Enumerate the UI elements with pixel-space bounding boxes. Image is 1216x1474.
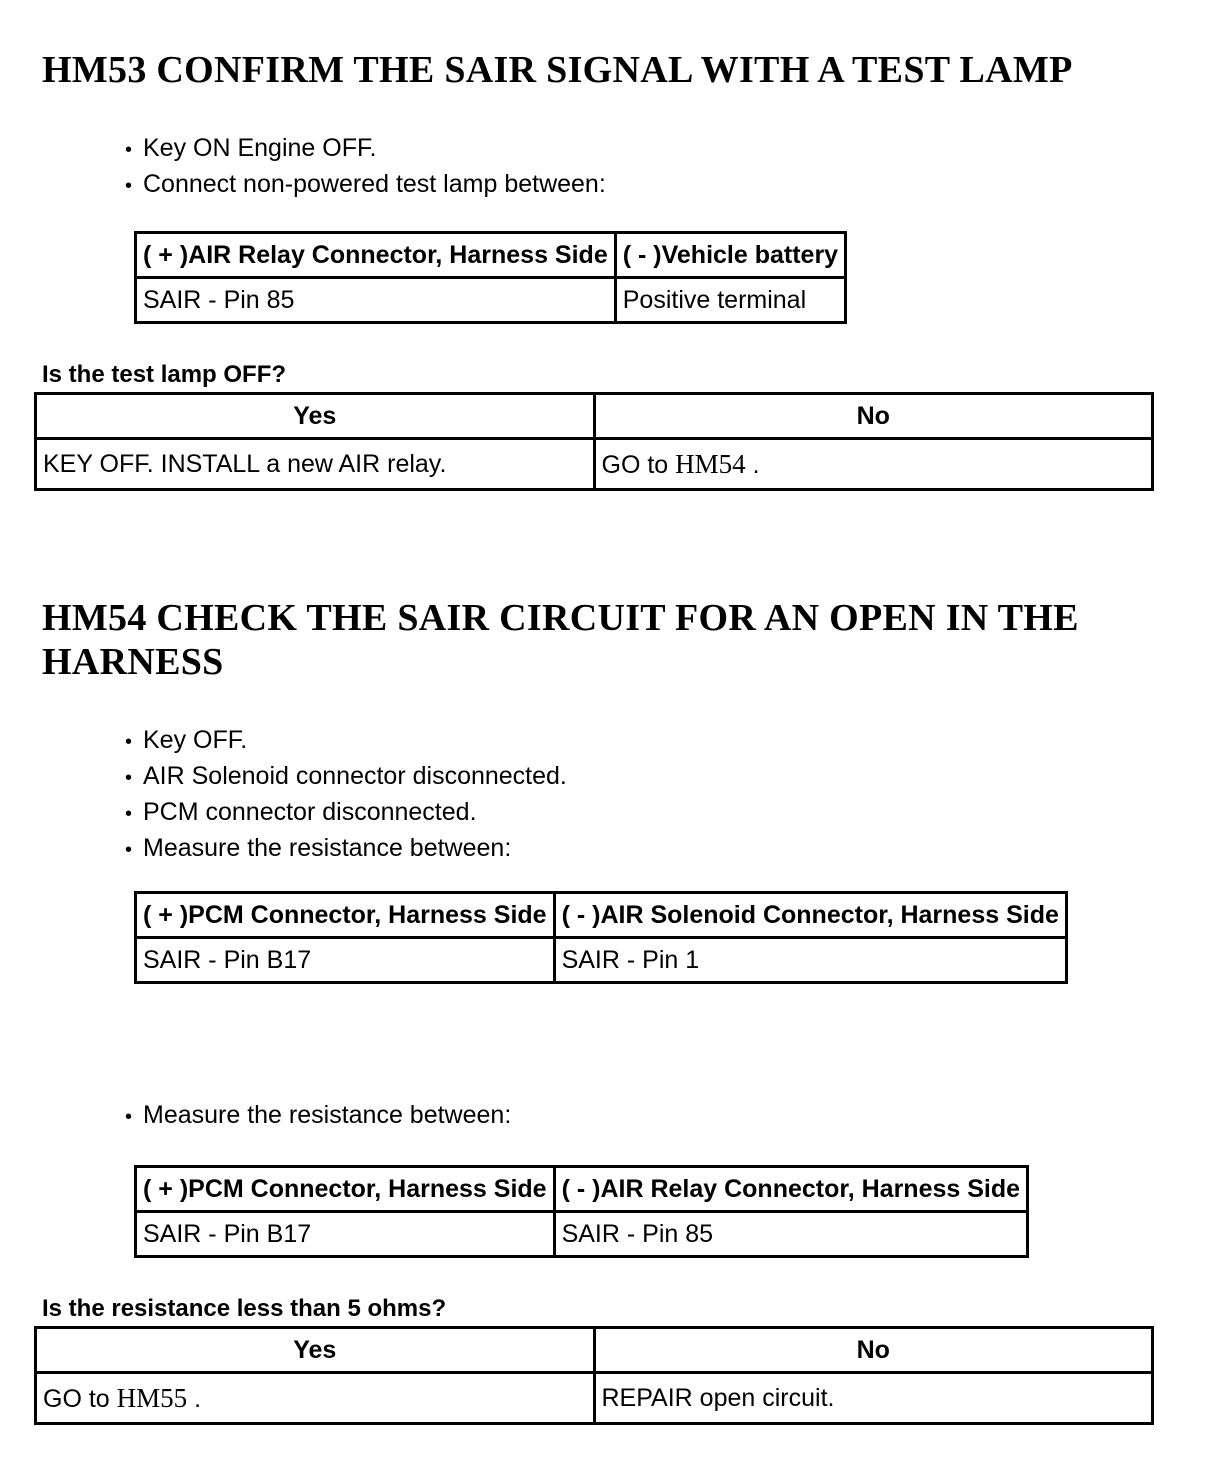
hm53-answer-table xyxy=(34,392,1154,491)
hm54-pin-table-1 xyxy=(134,891,1068,984)
hm54-pin-table-2 xyxy=(134,1165,1029,1258)
hm53-title: HM53 CONFIRM THE SAIR SIGNAL WITH A TEST LAMP xyxy=(42,49,1073,91)
table-header-cell: ( - )AIR Relay Connector, Harness Side xyxy=(554,1167,1027,1212)
table-row xyxy=(36,439,1153,490)
list-item: • Connect non-powered test lamp between: xyxy=(125,167,606,203)
table-header-cell: ( - )Vehicle battery xyxy=(615,233,845,278)
table-cell: SAIR - Pin B17 xyxy=(136,938,555,983)
list-item: • Key ON Engine OFF. xyxy=(125,131,606,167)
hm53-bullet-list xyxy=(125,131,606,203)
hm54-question: Is the resistance less than 5 ohms? xyxy=(42,1295,447,1322)
table-header-row xyxy=(36,394,1153,439)
list-item: • AIR Solenoid connector disconnected. xyxy=(125,759,567,795)
no-header: No xyxy=(594,1328,1153,1373)
table-row xyxy=(36,1373,1153,1424)
hm53-pin-table xyxy=(134,231,847,324)
table-cell: Positive terminal xyxy=(615,278,845,323)
link-suffix: . xyxy=(745,450,760,479)
table-header-cell: ( + )PCM Connector, Harness Side xyxy=(136,1167,555,1212)
table-row xyxy=(136,1212,1028,1257)
hm54-link[interactable]: HM54 xyxy=(675,448,746,479)
list-item: • Measure the resistance between: xyxy=(125,1098,511,1134)
table-cell: SAIR - Pin 85 xyxy=(554,1212,1027,1257)
no-answer-cell: REPAIR open circuit. xyxy=(594,1373,1153,1424)
go-to-text: GO to xyxy=(43,1384,117,1413)
hm54-title-line2: HARNESS xyxy=(42,641,224,683)
yes-answer-cell xyxy=(36,1373,595,1424)
link-suffix: . xyxy=(187,1384,202,1413)
hm54-bullet-list-2 xyxy=(125,1098,511,1134)
hm54-title xyxy=(42,596,1079,684)
table-header-row xyxy=(136,1167,1028,1212)
hm54-title-line1: HM54 CHECK THE SAIR CIRCUIT FOR AN OPEN IN THE xyxy=(42,597,1079,639)
table-header-cell: ( - )AIR Solenoid Connector, Harness Side xyxy=(554,893,1066,938)
table-row xyxy=(136,278,846,323)
list-item: • Measure the resistance between: xyxy=(125,831,567,867)
table-row xyxy=(136,938,1067,983)
list-item: • Key OFF. xyxy=(125,723,567,759)
yes-answer-cell: KEY OFF. INSTALL a new AIR relay. xyxy=(36,439,595,490)
table-header-row xyxy=(136,233,846,278)
table-cell: SAIR - Pin B17 xyxy=(136,1212,555,1257)
table-header-row xyxy=(136,893,1067,938)
yes-header: Yes xyxy=(36,394,595,439)
table-header-cell: ( + )PCM Connector, Harness Side xyxy=(136,893,555,938)
hm55-link[interactable]: HM55 xyxy=(116,1382,188,1413)
table-cell: SAIR - Pin 85 xyxy=(136,278,616,323)
list-item: • PCM connector disconnected. xyxy=(125,795,567,831)
go-to-text: GO to xyxy=(601,450,676,479)
hm54-answer-table xyxy=(34,1326,1154,1425)
hm54-bullet-list xyxy=(125,723,567,867)
hm53-question: Is the test lamp OFF? xyxy=(42,361,287,388)
table-cell: SAIR - Pin 1 xyxy=(554,938,1066,983)
table-header-row xyxy=(36,1328,1153,1373)
table-header-cell: ( + )AIR Relay Connector, Harness Side xyxy=(136,233,616,278)
no-header: No xyxy=(594,394,1153,439)
yes-header: Yes xyxy=(36,1328,595,1373)
no-answer-cell xyxy=(594,439,1153,490)
